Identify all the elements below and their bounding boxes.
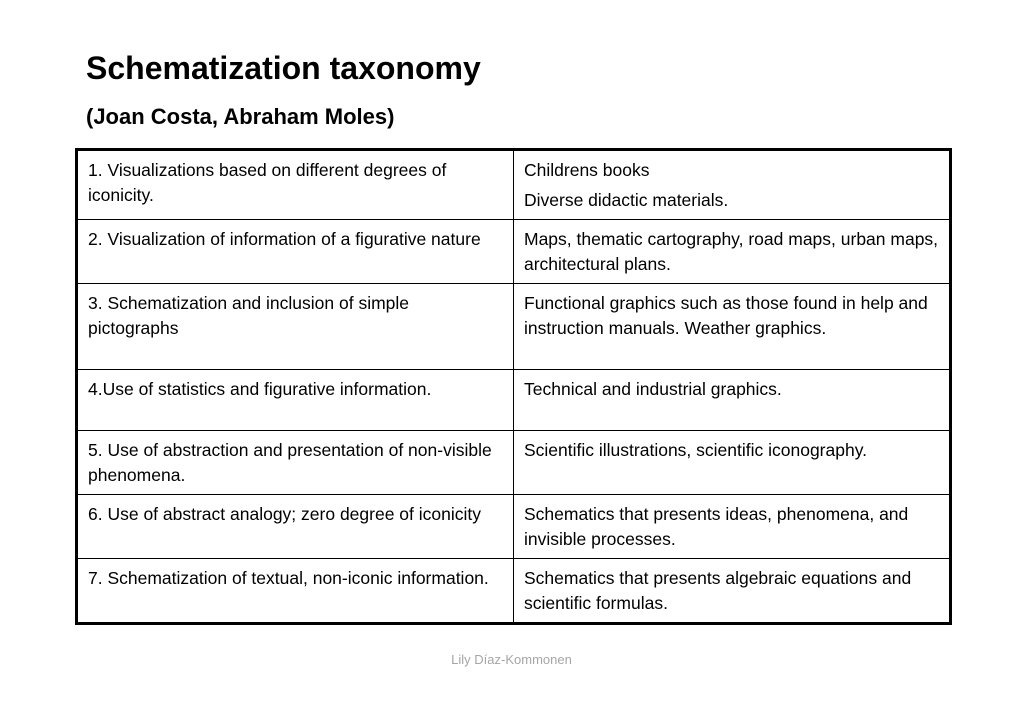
examples-text: Childrens books	[524, 160, 650, 180]
examples-cell	[514, 495, 951, 559]
taxonomy-level-cell	[77, 431, 514, 495]
page-subtitle: (Joan Costa, Abraham Moles)	[86, 104, 395, 129]
taxonomy-level-cell	[77, 370, 514, 431]
taxonomy-table	[75, 148, 952, 625]
footer-author: Lily Díaz-Kommonen	[451, 652, 572, 667]
examples-text: Scientific illustrations, scientific iconography.	[524, 440, 868, 460]
examples-text: Schematics that presents ideas, phenomena, and invisible processes.	[524, 504, 909, 549]
table-row	[77, 431, 951, 495]
taxonomy-level-text: 3. Schematization and inclusion of simple pictographs	[88, 293, 410, 338]
table-row	[77, 559, 951, 624]
taxonomy-level-cell	[77, 220, 514, 284]
taxonomy-level-text: 5. Use of abstraction and presentation of non-visible phenomena.	[88, 440, 492, 485]
page-title: Schematization taxonomy	[86, 50, 481, 86]
taxonomy-level-cell	[77, 559, 514, 624]
taxonomy-level-cell	[77, 495, 514, 559]
taxonomy-level-cell	[77, 150, 514, 220]
taxonomy-level-text: 4.Use of statistics and figurative information.	[88, 379, 432, 399]
examples-cell	[514, 431, 951, 495]
taxonomy-level-text: 6. Use of abstract analogy; zero degree of iconicity	[88, 504, 481, 524]
examples-cell	[514, 284, 951, 370]
table-row	[77, 370, 951, 431]
taxonomy-level-text: 7. Schematization of textual, non-iconic information.	[88, 568, 489, 588]
table-row	[77, 220, 951, 284]
taxonomy-level-text: 2. Visualization of information of a figurative nature	[88, 229, 481, 249]
examples-cell	[514, 150, 951, 220]
taxonomy-level-cell	[77, 284, 514, 370]
taxonomy-level-text: 1. Visualizations based on different degrees of iconicity.	[88, 160, 447, 205]
examples-text: Functional graphics such as those found in help and instruction manuals. Weather graphics.	[524, 293, 928, 338]
examples-text: Maps, thematic cartography, road maps, urban maps, architectural plans.	[524, 229, 939, 274]
examples-cell	[514, 370, 951, 431]
table-row	[77, 495, 951, 559]
examples-cell	[514, 559, 951, 624]
examples-cell	[514, 220, 951, 284]
examples-text: Diverse didactic materials.	[524, 190, 729, 210]
examples-text: Schematics that presents algebraic equations and scientific formulas.	[524, 568, 912, 613]
table-row	[77, 284, 951, 370]
table-row	[77, 150, 951, 220]
examples-text: Technical and industrial graphics.	[524, 379, 782, 399]
